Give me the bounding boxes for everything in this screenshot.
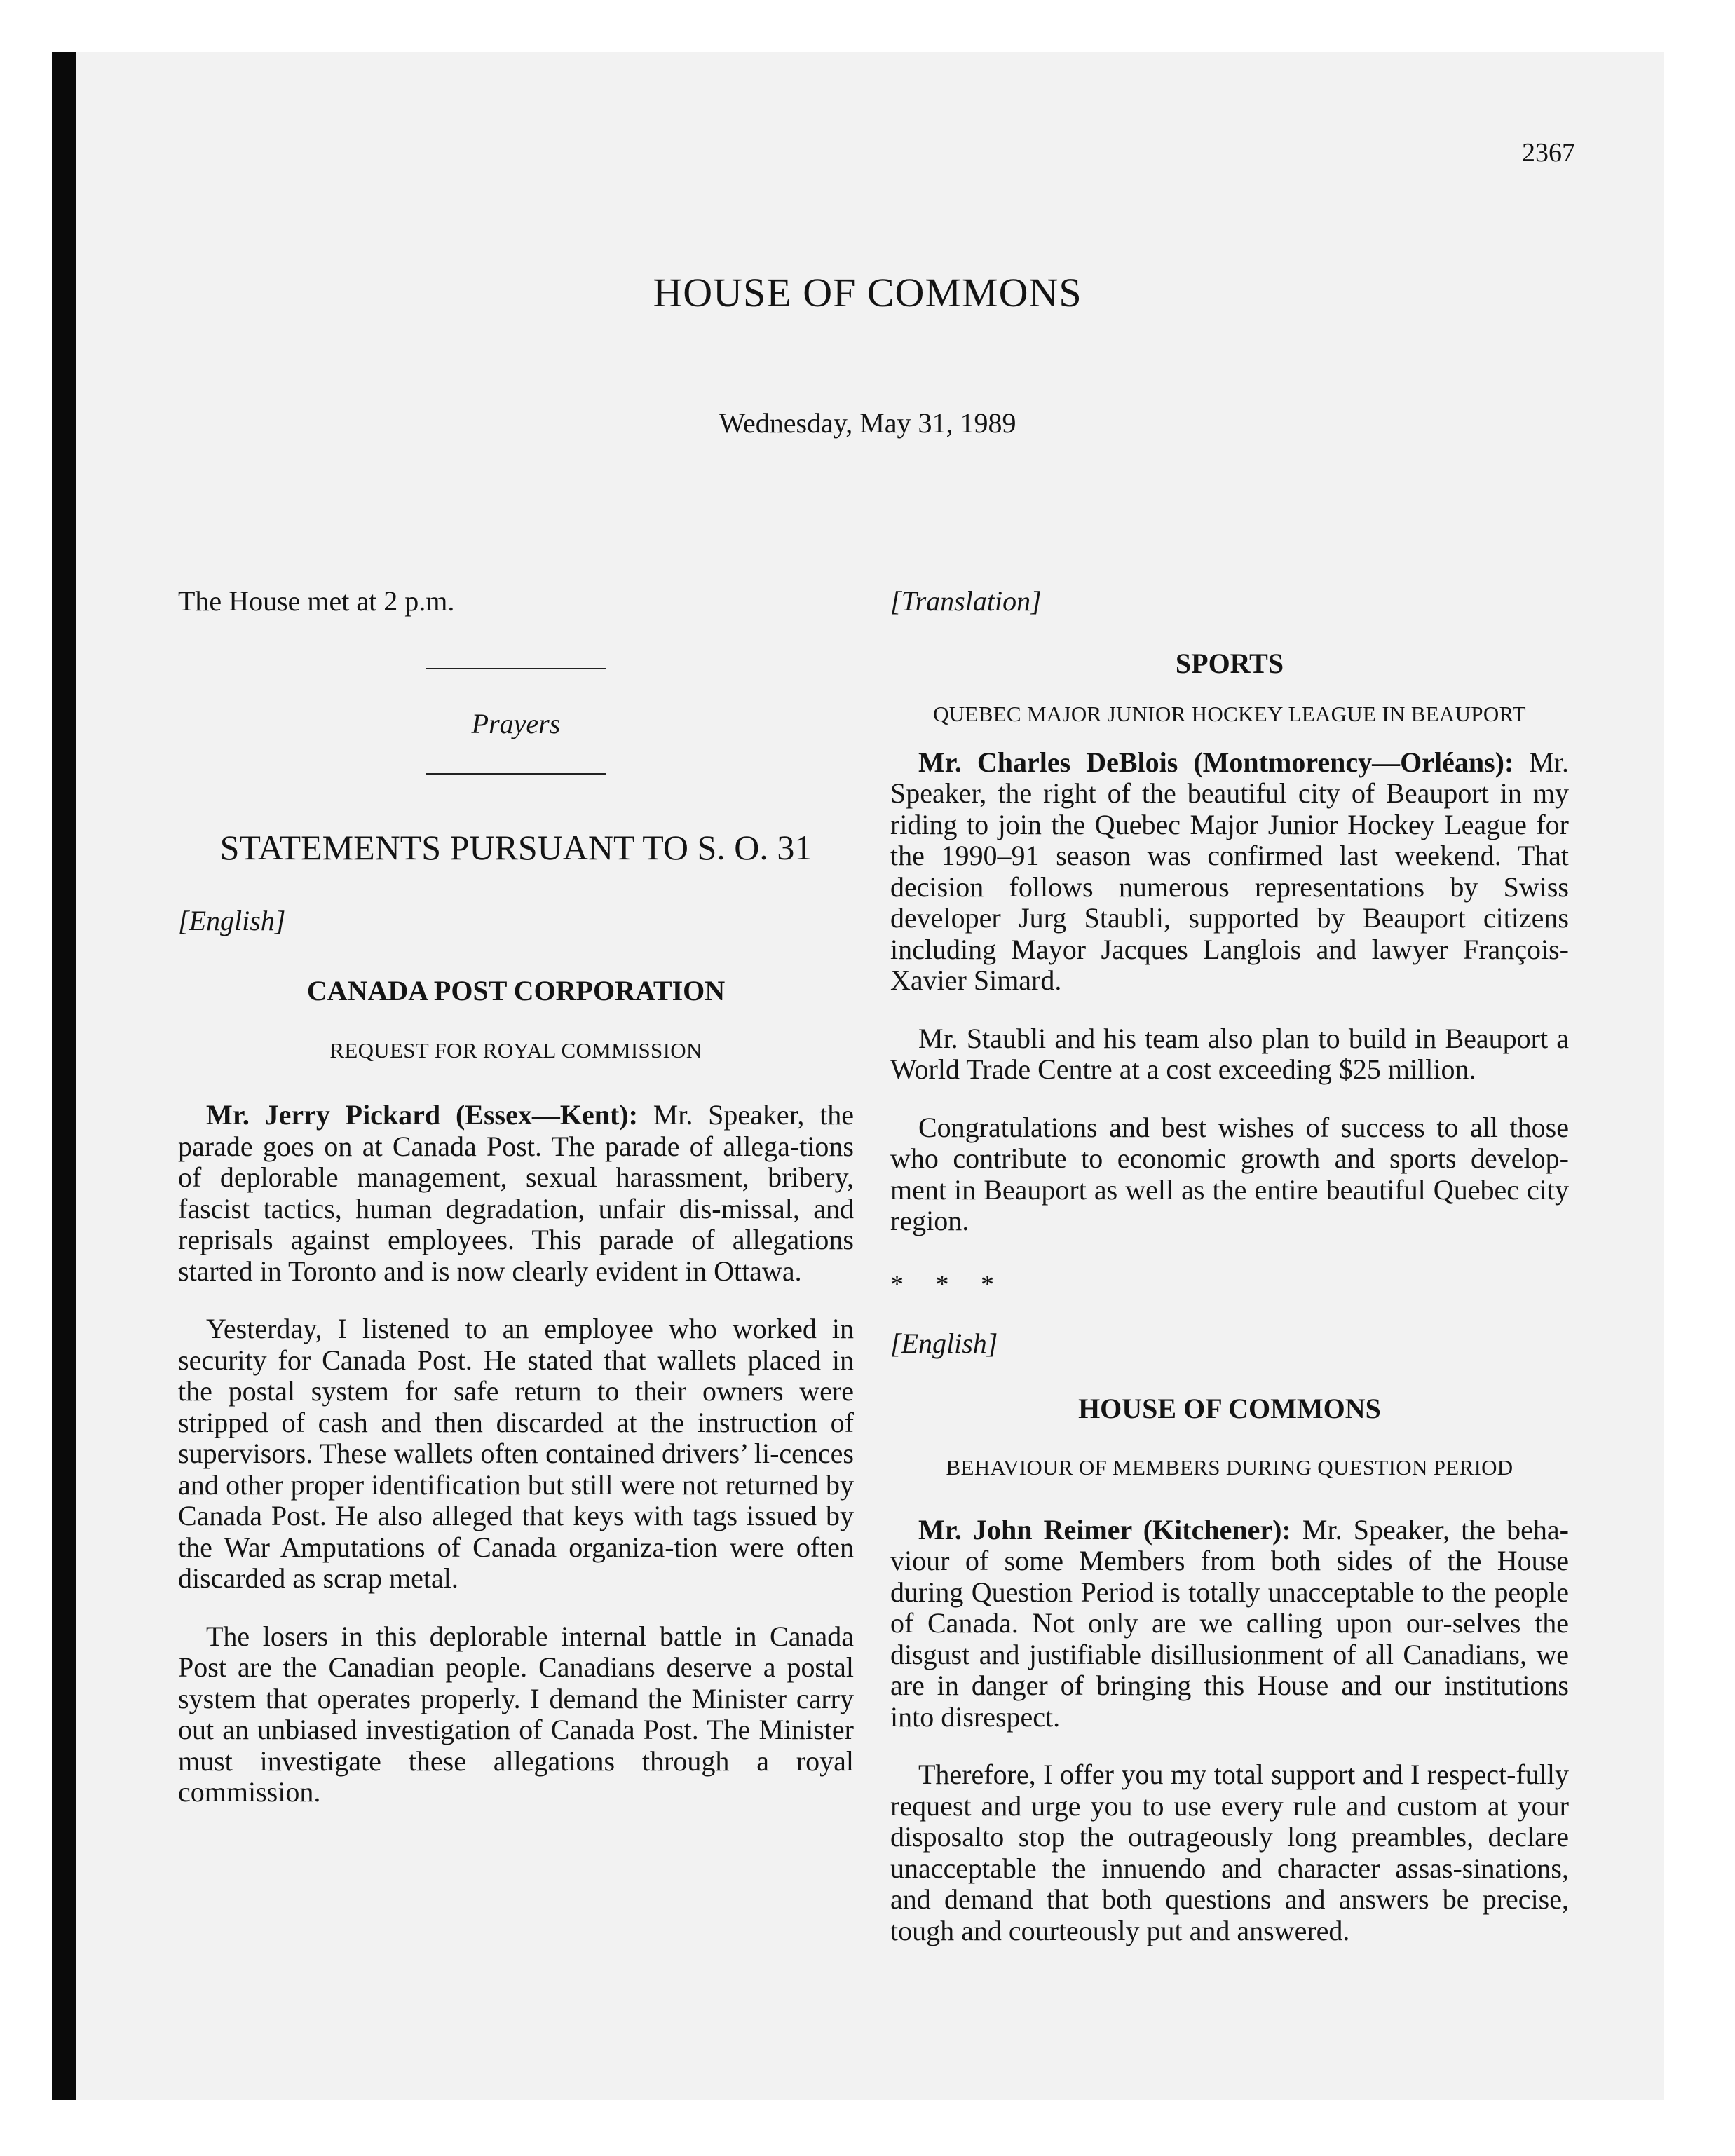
language-tag: [English] bbox=[890, 1328, 998, 1359]
statement-paragraph bbox=[890, 1515, 1569, 1733]
section-separator: * * * bbox=[890, 1269, 1007, 1299]
statement-subheading: BEHAVIOUR OF MEMBERS DURING QUESTION PERIOD bbox=[946, 1455, 1513, 1480]
scan-edge bbox=[52, 52, 76, 2100]
paragraph-text: Mr. Speaker, the parade goes on at Canada Post. The parade of allega-tions of deplorable management, sexual harassment, bribery, fascist tactics, human degradation, unfair dis-missal, and reprisals against employees. This parade of allegations started in Toronto and is now clearly evident in Ottawa. bbox=[178, 1099, 855, 1287]
paragraph-text: Mr. Speaker, the beha-viour of some Members from both sides of the House during Question Period is totally unacceptable to the people of Canada. Not only are we calling upon our-selves the disgust and justifiable disillusionment of all Canadians, we are in danger of bringing this House and our institutions into disrespect. bbox=[890, 1513, 1569, 1733]
divider-rule bbox=[426, 773, 606, 775]
statement-subheading: REQUEST FOR ROYAL COMMISSION bbox=[329, 1037, 702, 1063]
statement-paragraph: Congratulations and best wishes of success to all those who contribute to economic growth and sports develop-ment in Beauport as well as the entire beautiful Quebec city region. bbox=[890, 1111, 1569, 1236]
page-title: HOUSE OF COMMONS bbox=[653, 270, 1082, 315]
statement-paragraph: Yesterday, I listened to an employee who worked in security for Canada Post. He stated that wallets placed in the postal system for safe return to their owners were stripped of cash and then discarded at the instruction of supervisors. These wallets often contained drivers’ li-cences and other proper identification but still were not returned by Canada Post. He also alleged that keys with tags issued by the War Amputations of Canada organiza-tion were often discarded as scrap metal. bbox=[178, 1313, 854, 1594]
statement-heading: SPORTS bbox=[1175, 647, 1284, 679]
speaker-name: Mr. Jerry Pickard (Essex—Kent): bbox=[206, 1099, 638, 1131]
statement-heading: CANADA POST CORPORATION bbox=[306, 975, 726, 1007]
left-column bbox=[178, 586, 854, 1808]
statement-paragraph bbox=[178, 1100, 854, 1287]
opening-line: The House met at 2 p.m. bbox=[178, 585, 455, 617]
divider-rule bbox=[426, 668, 606, 669]
statement-subheading: QUEBEC MAJOR JUNIOR HOCKEY LEAGUE IN BEAUPORT bbox=[933, 702, 1526, 726]
sitting-date: Wednesday, May 31, 1989 bbox=[719, 407, 1016, 439]
speaker-name: Mr. John Reimer (Kitchener): bbox=[918, 1513, 1291, 1546]
page-number: 2367 bbox=[1522, 138, 1575, 168]
statement-paragraph: Mr. Staubli and his team also plan to build in Beauport a World Trade Centre at a cost exceeding $25 million. bbox=[890, 1022, 1569, 1085]
statement-heading: HOUSE OF COMMONS bbox=[1078, 1392, 1381, 1424]
section-title: STATEMENTS PURSUANT TO S. O. 31 bbox=[219, 828, 812, 867]
statement-paragraph: Therefore, I offer you my total support and I respect-fully request and urge you to use every rule and custom at your disposalto stop the outrageously long preambles, declare unacceptable the innuendo and character assas-sinations, and demand that both questions and answers be precise, tough and courteously put and answered. bbox=[890, 1759, 1569, 1946]
prayers-label: Prayers bbox=[471, 707, 561, 739]
right-column bbox=[890, 586, 1569, 1946]
paragraph-text: Mr. Speaker, the right of the beautiful city of Beauport in my riding to join the Quebec Major Junior Hockey League for the 1990–91 season was confirmed last weekend. That decision follows numerous representations by Swiss developer Jurg Staubli, supported by Beauport citizens including Mayor Jacques Langlois and lawyer François-Xavier Simard. bbox=[890, 746, 1570, 996]
language-tag: [Translation] bbox=[890, 585, 1042, 617]
language-tag: [English] bbox=[178, 904, 286, 936]
speaker-name: Mr. Charles DeBlois (Montmorency—Orléans): bbox=[918, 746, 1514, 778]
statement-paragraph bbox=[890, 747, 1569, 997]
statement-paragraph: The losers in this deplorable internal battle in Canada Post are the Canadian people. Canadians deserve a postal system that operates properly. I demand the Minister carry out an unbiased investigation of Canada Post. The Minister must investigate these allegations through a royal commission. bbox=[178, 1620, 854, 1808]
